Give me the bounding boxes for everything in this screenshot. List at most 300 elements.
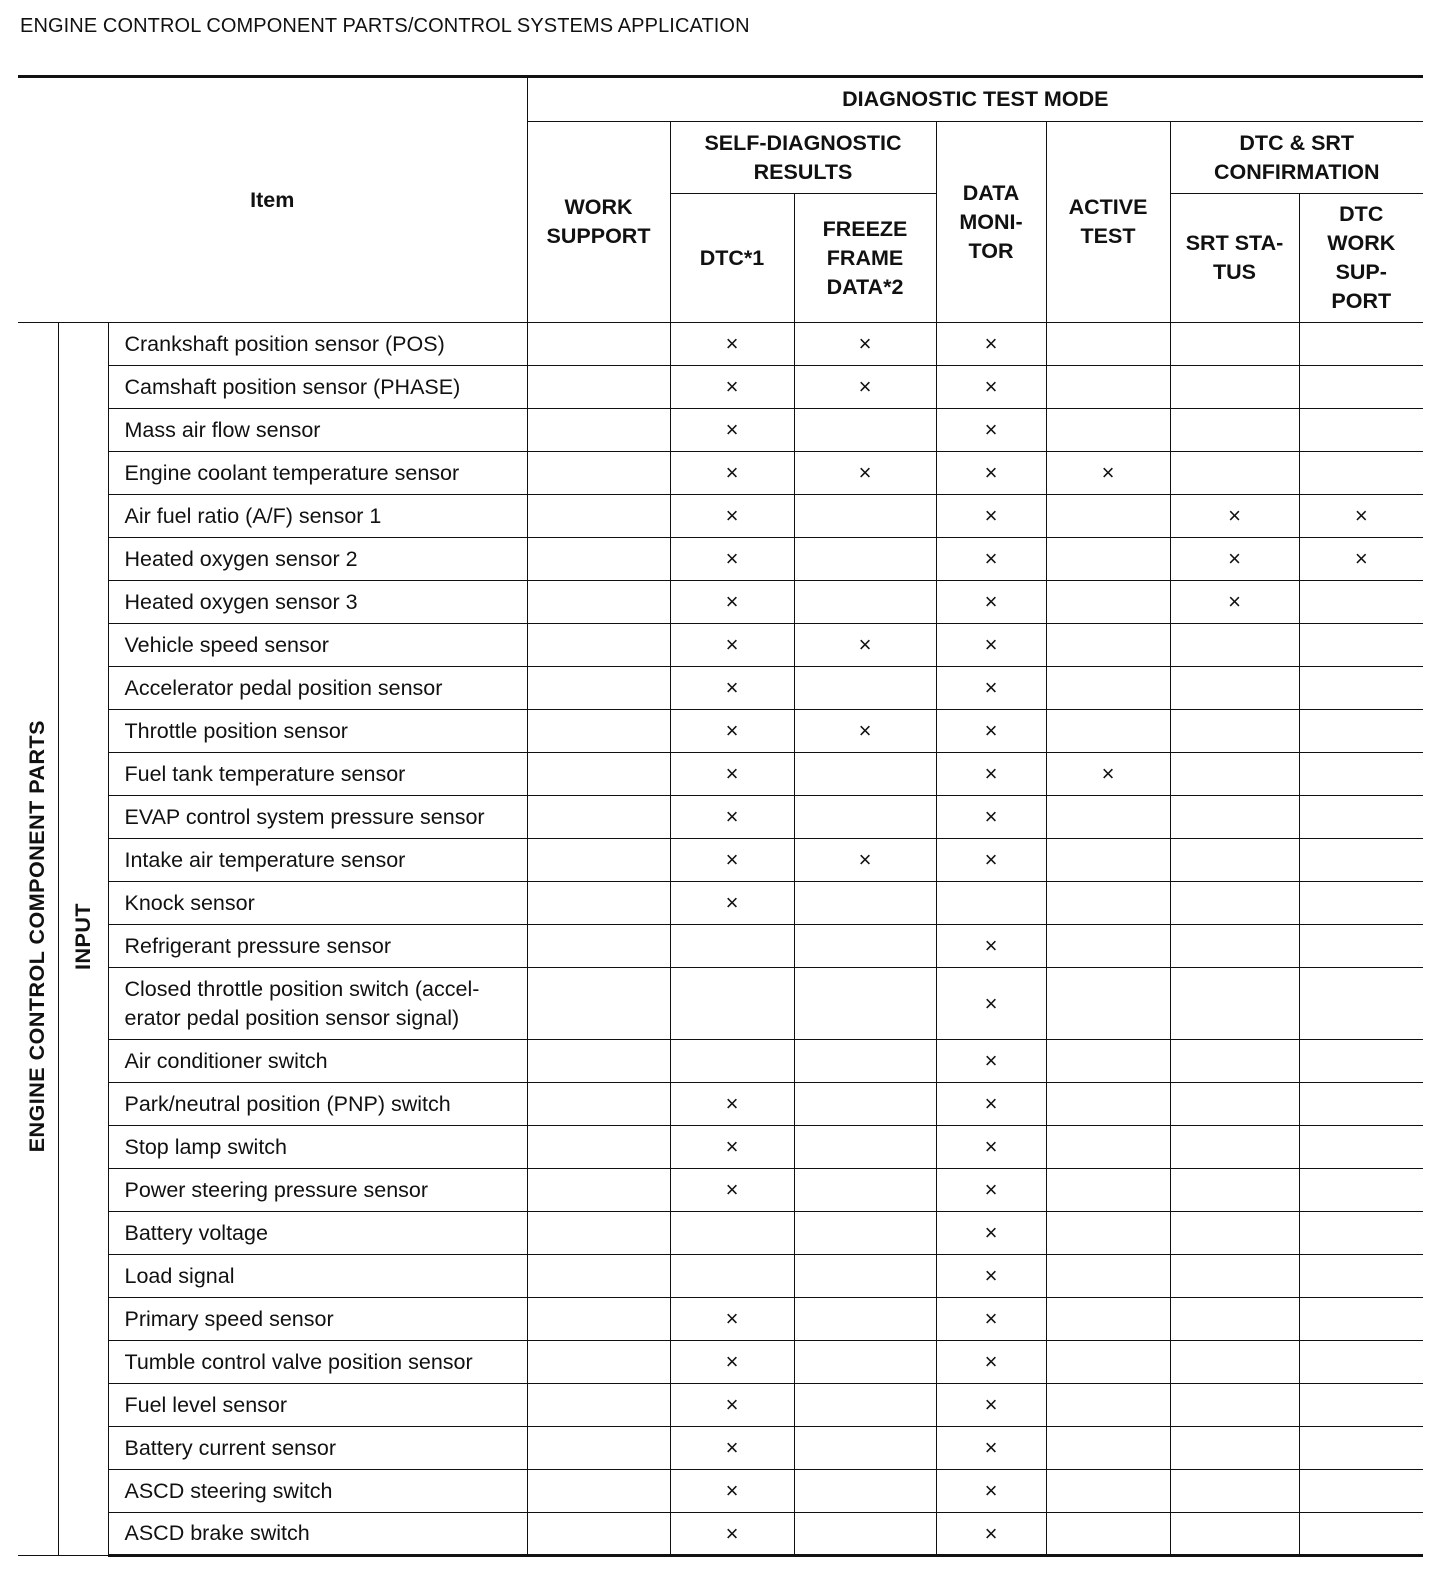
cell-ff: [794, 1470, 936, 1513]
applicable-mark: ×: [1101, 761, 1115, 786]
cell-dws: [1299, 710, 1423, 753]
cell-ws: [527, 710, 670, 753]
cell-dm: [936, 1083, 1046, 1126]
item-name: [108, 1083, 527, 1126]
item-name: [108, 1341, 527, 1384]
item-name-line: Refrigerant pressure sensor: [124, 933, 391, 958]
header-line: RESULTS: [753, 159, 853, 184]
cell-ws: [527, 1427, 670, 1470]
header-line: SUP-: [1335, 260, 1387, 284]
cell-dm: [936, 1427, 1046, 1470]
item-name-line: Heated oxygen sensor 2: [124, 546, 358, 571]
cell-dtc: [670, 538, 794, 581]
cell-dm: [936, 667, 1046, 710]
table-row: [18, 323, 1423, 366]
cell-ws: [527, 882, 670, 925]
cell-srt: [1170, 323, 1299, 366]
applicable-mark: ×: [725, 632, 739, 657]
cell-ws: [527, 1212, 670, 1255]
cell-ff: [794, 796, 936, 839]
header-line: TEST: [1080, 224, 1136, 248]
table-row: [18, 366, 1423, 409]
cell-ws: [527, 753, 670, 796]
item-name: [108, 495, 527, 538]
cell-dws: [1299, 323, 1423, 366]
cell-at: [1046, 624, 1170, 667]
cell-at: [1046, 925, 1170, 968]
cell-srt: [1170, 796, 1299, 839]
applicable-mark: ×: [725, 1478, 739, 1503]
item-name-line: Tumble control valve position sensor: [124, 1349, 473, 1374]
cell-ff: [794, 538, 936, 581]
item-name: [108, 1255, 527, 1298]
header-line: DATA*2: [826, 274, 904, 299]
item-name: [108, 925, 527, 968]
applicable-mark: ×: [858, 460, 872, 485]
table-row: [18, 1083, 1423, 1126]
table-header: [18, 77, 1423, 323]
table-row: [18, 1169, 1423, 1212]
cell-dm: [936, 1513, 1046, 1556]
cell-srt: [1170, 1126, 1299, 1169]
applicable-mark: ×: [984, 1349, 998, 1374]
cell-ws: [527, 409, 670, 452]
category-label: ENGINE CONTROL COMPONENT PARTS: [25, 720, 50, 1153]
table-row: [18, 1298, 1423, 1341]
applicable-mark: ×: [1228, 546, 1241, 571]
table-row: [18, 1126, 1423, 1169]
applicable-mark: ×: [984, 417, 998, 442]
cell-ff: [794, 882, 936, 925]
subcategory-label: INPUT: [70, 903, 95, 970]
cell-ws: [527, 1169, 670, 1212]
cell-at: [1046, 452, 1170, 495]
applicable-mark: ×: [984, 933, 998, 958]
cell-dm: [936, 1169, 1046, 1212]
cell-ws: [527, 1040, 670, 1083]
applicable-mark: ×: [725, 1091, 739, 1116]
applicable-mark: ×: [984, 761, 998, 786]
cell-dm: [936, 409, 1046, 452]
applicable-mark: ×: [1101, 460, 1115, 485]
item-name-line: Throttle position sensor: [124, 718, 348, 743]
cell-dws: [1299, 1083, 1423, 1126]
header-work-support: [527, 122, 670, 323]
table-row: [18, 839, 1423, 882]
cell-ws: [527, 839, 670, 882]
item-name-line: ASCD steering switch: [124, 1478, 333, 1503]
cell-ff: [794, 1169, 936, 1212]
cell-ws: [527, 796, 670, 839]
item-name: [108, 1298, 527, 1341]
cell-dtc: [670, 1384, 794, 1427]
cell-ff: [794, 667, 936, 710]
item-name: [108, 667, 527, 710]
item-name: [108, 323, 527, 366]
cell-srt: [1170, 882, 1299, 925]
applicable-mark: ×: [984, 847, 998, 872]
table-row: [18, 581, 1423, 624]
cell-ff: [794, 581, 936, 624]
header-item: Item: [18, 77, 527, 323]
item-name: [108, 581, 527, 624]
table-body: [18, 323, 1423, 1556]
cell-ff: [794, 366, 936, 409]
applicable-mark: ×: [725, 503, 739, 528]
item-name-line: EVAP control system pressure sensor: [124, 804, 485, 829]
cell-ff: [794, 323, 936, 366]
header-line: TOR: [968, 238, 1014, 263]
applicable-mark: ×: [984, 1220, 998, 1245]
cell-ws: [527, 1255, 670, 1298]
cell-at: [1046, 968, 1170, 1040]
header-dtc1: DTC*1: [670, 194, 794, 323]
cell-dm: [936, 1212, 1046, 1255]
applicable-mark: ×: [725, 1520, 739, 1546]
cell-dws: [1299, 1384, 1423, 1427]
item-name: [108, 796, 527, 839]
table-row: [18, 1212, 1423, 1255]
cell-srt: [1170, 495, 1299, 538]
table-row: [18, 624, 1423, 667]
item-name: [108, 1126, 527, 1169]
item-name-line: Air fuel ratio (A/F) sensor 1: [124, 503, 382, 528]
item-name-line: Primary speed sensor: [124, 1306, 334, 1331]
cell-at: [1046, 581, 1170, 624]
item-name-line: Power steering pressure sensor: [124, 1177, 429, 1202]
table-row: [18, 882, 1423, 925]
cell-dtc: [670, 1513, 794, 1556]
applicable-mark: ×: [725, 1435, 739, 1460]
cell-at: [1046, 366, 1170, 409]
cell-at: [1046, 409, 1170, 452]
cell-dm: [936, 624, 1046, 667]
cell-dm: [936, 1040, 1046, 1083]
cell-ws: [527, 1384, 670, 1427]
cell-dws: [1299, 753, 1423, 796]
cell-ff: [794, 1384, 936, 1427]
item-name: [108, 624, 527, 667]
cell-at: [1046, 1470, 1170, 1513]
cell-dm: [936, 1384, 1046, 1427]
cell-at: [1046, 1513, 1170, 1556]
cell-dws: [1299, 796, 1423, 839]
cell-dws: [1299, 409, 1423, 452]
cell-at: [1046, 323, 1170, 366]
table-row: [18, 1040, 1423, 1083]
cell-dtc: [670, 366, 794, 409]
cell-at: [1046, 1083, 1170, 1126]
table-row: [18, 1255, 1423, 1298]
cell-ff: [794, 624, 936, 667]
cell-srt: [1170, 538, 1299, 581]
cell-srt: [1170, 1169, 1299, 1212]
cell-srt: [1170, 1384, 1299, 1427]
cell-srt: [1170, 1513, 1299, 1556]
applicable-mark: ×: [858, 374, 872, 399]
applicable-mark: ×: [725, 331, 739, 356]
cell-ws: [527, 366, 670, 409]
cell-dws: [1299, 581, 1423, 624]
cell-dtc: [670, 1212, 794, 1255]
cell-ff: [794, 1341, 936, 1384]
table-row: [18, 1470, 1423, 1513]
cell-ws: [527, 1341, 670, 1384]
cell-at: [1046, 1255, 1170, 1298]
header-line: PORT: [1331, 289, 1392, 313]
item-name-line: Closed throttle position switch (accel-: [124, 976, 480, 1001]
item-name-line: Heated oxygen sensor 3: [124, 589, 358, 614]
header-active-test: [1046, 122, 1170, 323]
item-name: [108, 839, 527, 882]
applicable-mark: ×: [984, 632, 998, 657]
item-name-line: erator pedal position sensor signal): [124, 1005, 460, 1030]
applicable-mark: ×: [984, 1392, 998, 1417]
cell-ws: [527, 538, 670, 581]
header-dtc-work-support: [1299, 194, 1423, 323]
cell-dm: [936, 1341, 1046, 1384]
applicable-mark: ×: [725, 546, 739, 571]
cell-dws: [1299, 968, 1423, 1040]
header-line: ACTIVE: [1068, 195, 1148, 219]
document-title: ENGINE CONTROL COMPONENT PARTS/CONTROL SYSTEMS APPLICATION: [20, 15, 750, 37]
item-name: [108, 882, 527, 925]
applicable-mark: ×: [725, 374, 739, 399]
cell-ff: [794, 1126, 936, 1169]
cell-dtc: [670, 1341, 794, 1384]
applicable-mark: ×: [725, 890, 739, 915]
table-row: [18, 1384, 1423, 1427]
applicable-mark: ×: [984, 331, 998, 356]
cell-ws: [527, 624, 670, 667]
item-name: [108, 1513, 527, 1556]
header-line: TUS: [1213, 260, 1256, 284]
applicable-mark: ×: [984, 1306, 998, 1331]
cell-dtc: [670, 882, 794, 925]
item-name: [108, 1470, 527, 1513]
cell-dtc: [670, 1083, 794, 1126]
applicable-mark: ×: [984, 1177, 998, 1202]
cell-srt: [1170, 452, 1299, 495]
item-name-line: Battery voltage: [124, 1220, 268, 1245]
applicable-mark: ×: [984, 1048, 998, 1073]
cell-dtc: [670, 839, 794, 882]
applicable-mark: ×: [984, 374, 998, 399]
cell-dtc: [670, 1126, 794, 1169]
cell-dm: [936, 882, 1046, 925]
applicable-mark: ×: [725, 1306, 739, 1331]
cell-ws: [527, 1126, 670, 1169]
table-row: [18, 710, 1423, 753]
cell-ws: [527, 1470, 670, 1513]
item-name-line: Park/neutral position (PNP) switch: [124, 1091, 451, 1116]
item-name-line: Engine coolant temperature sensor: [124, 460, 460, 485]
cell-srt: [1170, 839, 1299, 882]
cell-ff: [794, 1255, 936, 1298]
cell-at: [1046, 1169, 1170, 1212]
header-freeze-frame-data: [794, 194, 936, 323]
applicable-mark: ×: [984, 1134, 998, 1159]
cell-srt: [1170, 581, 1299, 624]
application-table: [18, 75, 1423, 1557]
subcategory-cell: [58, 323, 108, 1556]
cell-at: [1046, 882, 1170, 925]
cell-dws: [1299, 1040, 1423, 1083]
item-name-line: Camshaft position sensor (PHASE): [124, 374, 461, 399]
applicable-mark: ×: [725, 1392, 739, 1417]
applicable-mark: ×: [725, 804, 739, 829]
cell-at: [1046, 538, 1170, 581]
applicable-mark: ×: [858, 331, 872, 356]
item-name-line: Battery current sensor: [124, 1435, 337, 1460]
cell-at: [1046, 710, 1170, 753]
applicable-mark: ×: [984, 1435, 998, 1460]
cell-dm: [936, 495, 1046, 538]
cell-ff: [794, 1083, 936, 1126]
item-name-line: Crankshaft position sensor (POS): [124, 331, 445, 356]
cell-at: [1046, 1126, 1170, 1169]
cell-srt: [1170, 968, 1299, 1040]
cell-ff: [794, 839, 936, 882]
cell-ws: [527, 968, 670, 1040]
cell-dm: [936, 323, 1046, 366]
applicable-mark: ×: [984, 990, 998, 1016]
header-line: CONFIRMATION: [1213, 159, 1380, 184]
cell-dtc: [670, 1169, 794, 1212]
cell-at: [1046, 1427, 1170, 1470]
table-row: [18, 796, 1423, 839]
cell-dtc: [670, 1298, 794, 1341]
cell-ws: [527, 495, 670, 538]
cell-at: [1046, 1298, 1170, 1341]
cell-at: [1046, 753, 1170, 796]
cell-srt: [1170, 1427, 1299, 1470]
item-name: [108, 1384, 527, 1427]
cell-dm: [936, 753, 1046, 796]
cell-srt: [1170, 409, 1299, 452]
header-line: WORK: [1327, 231, 1396, 255]
cell-srt: [1170, 1298, 1299, 1341]
cell-dws: [1299, 1255, 1423, 1298]
cell-dm: [936, 452, 1046, 495]
item-name-line: Fuel level sensor: [124, 1392, 288, 1417]
cell-srt: [1170, 366, 1299, 409]
cell-dws: [1299, 925, 1423, 968]
cell-at: [1046, 839, 1170, 882]
item-name-line: Stop lamp switch: [124, 1134, 288, 1159]
cell-at: [1046, 1212, 1170, 1255]
applicable-mark: ×: [1228, 589, 1241, 614]
cell-dws: [1299, 839, 1423, 882]
applicable-mark: ×: [725, 718, 739, 743]
applicable-mark: ×: [1354, 503, 1368, 528]
cell-srt: [1170, 1040, 1299, 1083]
item-name: [108, 1427, 527, 1470]
cell-dtc: [670, 1255, 794, 1298]
cell-dm: [936, 581, 1046, 624]
cell-ff: [794, 1212, 936, 1255]
cell-at: [1046, 1341, 1170, 1384]
table-row: [18, 409, 1423, 452]
cell-dws: [1299, 1298, 1423, 1341]
cell-srt: [1170, 1083, 1299, 1126]
cell-dws: [1299, 1212, 1423, 1255]
item-name-line: Load signal: [124, 1263, 235, 1288]
header-data-monitor: [936, 122, 1046, 323]
table-row: [18, 538, 1423, 581]
applicable-mark: ×: [984, 546, 998, 571]
cell-ws: [527, 925, 670, 968]
cell-srt: [1170, 710, 1299, 753]
cell-dws: [1299, 1470, 1423, 1513]
cell-dws: [1299, 538, 1423, 581]
cell-ws: [527, 667, 670, 710]
cell-ff: [794, 1040, 936, 1083]
item-name: [108, 366, 527, 409]
cell-srt: [1170, 1212, 1299, 1255]
applicable-mark: ×: [725, 460, 739, 485]
cell-dm: [936, 925, 1046, 968]
cell-dm: [936, 839, 1046, 882]
applicable-mark: ×: [858, 718, 872, 743]
cell-ff: [794, 409, 936, 452]
header-self-diagnostic-results: [670, 122, 936, 194]
cell-dtc: [670, 667, 794, 710]
cell-srt: [1170, 667, 1299, 710]
cell-ws: [527, 1513, 670, 1556]
header-line: DATA: [962, 180, 1020, 205]
cell-dws: [1299, 1169, 1423, 1212]
header-srt-status: [1170, 194, 1299, 323]
applicable-mark: ×: [984, 718, 998, 743]
header-line: SUPPORT: [546, 224, 651, 248]
cell-dtc: [670, 753, 794, 796]
cell-dm: [936, 1126, 1046, 1169]
item-name: [108, 1212, 527, 1255]
applicable-mark: ×: [984, 1091, 998, 1116]
table-row: [18, 1513, 1423, 1556]
table-row: [18, 925, 1423, 968]
cell-dtc: [670, 495, 794, 538]
cell-ff: [794, 495, 936, 538]
applicable-mark: ×: [984, 1263, 998, 1288]
cell-dm: [936, 968, 1046, 1040]
cell-dm: [936, 538, 1046, 581]
cell-ff: [794, 710, 936, 753]
cell-ws: [527, 581, 670, 624]
item-name-line: Intake air temperature sensor: [124, 847, 406, 872]
applicable-mark: ×: [984, 804, 998, 829]
table-row: [18, 495, 1423, 538]
cell-srt: [1170, 753, 1299, 796]
cell-at: [1046, 495, 1170, 538]
header-line: DTC: [1339, 202, 1384, 226]
item-name: [108, 538, 527, 581]
cell-dm: [936, 1255, 1046, 1298]
applicable-mark: ×: [984, 675, 998, 700]
cell-dtc: [670, 968, 794, 1040]
cell-dtc: [670, 796, 794, 839]
applicable-mark: ×: [725, 417, 739, 442]
header-line: FRAME: [826, 245, 904, 270]
cell-dm: [936, 1298, 1046, 1341]
cell-at: [1046, 1040, 1170, 1083]
cell-dtc: [670, 925, 794, 968]
cell-dtc: [670, 409, 794, 452]
item-name-line: Knock sensor: [124, 890, 255, 915]
cell-dm: [936, 710, 1046, 753]
cell-dtc: [670, 1470, 794, 1513]
